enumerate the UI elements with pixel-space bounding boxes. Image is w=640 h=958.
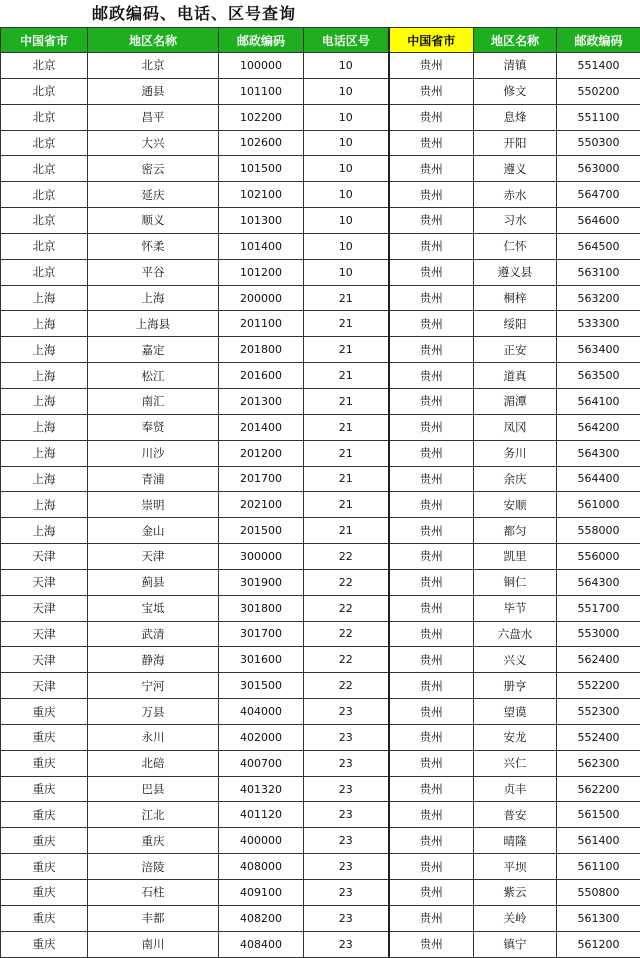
postal-code-cell-2: 552300 — [557, 699, 640, 725]
postal-code-cell: 404000 — [219, 699, 304, 725]
region-cell-2: 道真 — [474, 363, 557, 389]
postal-code-cell: 201100 — [219, 311, 304, 337]
table-row — [1, 724, 640, 750]
region-cell-2: 仁怀 — [474, 233, 557, 259]
table-row — [1, 182, 640, 208]
table-row — [1, 647, 640, 673]
region-cell: 武清 — [88, 621, 219, 647]
postal-code-cell-2: 564400 — [557, 466, 640, 492]
postal-code-cell: 101300 — [219, 208, 304, 234]
area-code-cell: 10 — [304, 233, 389, 259]
postal-code-cell-2: 562200 — [557, 776, 640, 802]
area-code-cell: 10 — [304, 104, 389, 130]
region-cell: 上海 — [88, 285, 219, 311]
table-row — [1, 492, 640, 518]
region-cell: 青浦 — [88, 466, 219, 492]
area-code-cell: 23 — [304, 776, 389, 802]
area-code-cell: 22 — [304, 621, 389, 647]
province-cell: 上海 — [1, 285, 88, 311]
area-code-cell: 23 — [304, 905, 389, 931]
postal-code-cell-2: 563200 — [557, 285, 640, 311]
province-cell-2: 贵州 — [389, 569, 474, 595]
province-cell: 北京 — [1, 156, 88, 182]
postal-code-cell: 101100 — [219, 78, 304, 104]
header-postal-code: 邮政编码 — [219, 28, 304, 53]
postal-code-cell-2: 563100 — [557, 259, 640, 285]
region-cell-2: 六盘水 — [474, 621, 557, 647]
postal-code-cell-2: 553000 — [557, 621, 640, 647]
province-cell-2: 贵州 — [389, 182, 474, 208]
postal-code-cell: 408400 — [219, 931, 304, 957]
province-cell-2: 贵州 — [389, 699, 474, 725]
postal-code-cell-2: 561300 — [557, 905, 640, 931]
province-cell: 北京 — [1, 104, 88, 130]
region-cell: 平谷 — [88, 259, 219, 285]
province-cell-2: 贵州 — [389, 130, 474, 156]
postal-code-cell-2: 533300 — [557, 311, 640, 337]
area-code-cell: 21 — [304, 518, 389, 544]
province-cell: 上海 — [1, 363, 88, 389]
area-code-cell: 22 — [304, 673, 389, 699]
postal-code-cell-2: 550300 — [557, 130, 640, 156]
area-code-cell: 21 — [304, 311, 389, 337]
postal-code-cell: 200000 — [219, 285, 304, 311]
region-cell-2: 清镇 — [474, 53, 557, 79]
province-cell-2: 贵州 — [389, 828, 474, 854]
province-cell-2: 贵州 — [389, 673, 474, 699]
province-cell-2: 贵州 — [389, 440, 474, 466]
province-cell: 天津 — [1, 544, 88, 570]
postal-code-cell-2: 561100 — [557, 854, 640, 880]
province-cell: 重庆 — [1, 724, 88, 750]
area-code-cell: 23 — [304, 750, 389, 776]
postal-code-cell: 201200 — [219, 440, 304, 466]
area-code-cell: 10 — [304, 182, 389, 208]
region-cell-2: 余庆 — [474, 466, 557, 492]
header-region: 地区名称 — [88, 28, 219, 53]
province-cell: 上海 — [1, 337, 88, 363]
province-cell-2: 贵州 — [389, 311, 474, 337]
area-code-cell: 22 — [304, 647, 389, 673]
province-cell-2: 贵州 — [389, 337, 474, 363]
area-code-cell: 10 — [304, 53, 389, 79]
area-code-cell: 21 — [304, 363, 389, 389]
region-cell: 宁河 — [88, 673, 219, 699]
area-code-cell: 21 — [304, 285, 389, 311]
region-cell: 南汇 — [88, 388, 219, 414]
postal-code-cell: 100000 — [219, 53, 304, 79]
region-cell-2: 桐梓 — [474, 285, 557, 311]
postal-code-cell-2: 561000 — [557, 492, 640, 518]
province-cell: 重庆 — [1, 828, 88, 854]
header-area-code: 电话区号 — [304, 28, 389, 53]
province-cell: 天津 — [1, 647, 88, 673]
table-row — [1, 156, 640, 182]
province-cell-2: 贵州 — [389, 53, 474, 79]
province-cell-2: 贵州 — [389, 259, 474, 285]
region-cell: 南川 — [88, 931, 219, 957]
province-cell: 北京 — [1, 130, 88, 156]
region-cell: 上海县 — [88, 311, 219, 337]
region-cell-2: 普安 — [474, 802, 557, 828]
province-cell-2: 贵州 — [389, 388, 474, 414]
area-code-cell: 10 — [304, 156, 389, 182]
postal-code-cell-2: 562400 — [557, 647, 640, 673]
region-cell: 静海 — [88, 647, 219, 673]
region-cell-2: 都匀 — [474, 518, 557, 544]
province-cell-2: 贵州 — [389, 724, 474, 750]
postal-code-cell-2: 552200 — [557, 673, 640, 699]
table-row — [1, 53, 640, 79]
province-cell: 上海 — [1, 440, 88, 466]
table-row — [1, 363, 640, 389]
region-cell: 石柱 — [88, 880, 219, 906]
region-cell-2: 铜仁 — [474, 569, 557, 595]
postal-code-cell: 101400 — [219, 233, 304, 259]
table-row — [1, 466, 640, 492]
region-cell: 北京 — [88, 53, 219, 79]
region-cell: 崇明 — [88, 492, 219, 518]
area-code-cell: 21 — [304, 466, 389, 492]
postal-code-cell: 201500 — [219, 518, 304, 544]
postal-code-cell: 202100 — [219, 492, 304, 518]
postal-code-cell-2: 564600 — [557, 208, 640, 234]
page-title: 邮政编码、电话、区号查询 — [92, 2, 296, 26]
region-cell-2: 凤冈 — [474, 414, 557, 440]
postal-code-cell-2: 564700 — [557, 182, 640, 208]
postal-code-cell: 201700 — [219, 466, 304, 492]
postal-code-cell-2: 564300 — [557, 440, 640, 466]
region-cell: 北碚 — [88, 750, 219, 776]
region-cell-2: 关岭 — [474, 905, 557, 931]
postal-code-cell: 408200 — [219, 905, 304, 931]
region-cell-2: 镇宁 — [474, 931, 557, 957]
region-cell-2: 晴隆 — [474, 828, 557, 854]
province-cell: 北京 — [1, 182, 88, 208]
province-cell: 天津 — [1, 621, 88, 647]
table-row — [1, 802, 640, 828]
province-cell: 北京 — [1, 233, 88, 259]
area-code-cell: 21 — [304, 492, 389, 518]
table-row — [1, 518, 640, 544]
region-cell-2: 绥阳 — [474, 311, 557, 337]
region-cell: 永川 — [88, 724, 219, 750]
table-row — [1, 337, 640, 363]
table-row — [1, 673, 640, 699]
region-cell-2: 修文 — [474, 78, 557, 104]
region-cell: 通县 — [88, 78, 219, 104]
area-code-cell: 10 — [304, 208, 389, 234]
header-region-2: 地区名称 — [474, 28, 557, 53]
province-cell-2: 贵州 — [389, 156, 474, 182]
region-cell-2: 册亨 — [474, 673, 557, 699]
table-row — [1, 259, 640, 285]
region-cell-2: 遵义县 — [474, 259, 557, 285]
postal-code-cell-2: 551400 — [557, 53, 640, 79]
table-row — [1, 130, 640, 156]
table-row — [1, 78, 640, 104]
postal-code-cell: 201600 — [219, 363, 304, 389]
area-code-cell: 22 — [304, 569, 389, 595]
postal-code-table — [0, 27, 640, 958]
region-cell-2: 开阳 — [474, 130, 557, 156]
province-cell-2: 贵州 — [389, 492, 474, 518]
area-code-cell: 10 — [304, 259, 389, 285]
table-body — [1, 53, 640, 958]
area-code-cell: 10 — [304, 130, 389, 156]
area-code-cell: 21 — [304, 388, 389, 414]
region-cell-2: 赤水 — [474, 182, 557, 208]
postal-code-cell-2: 564300 — [557, 569, 640, 595]
province-cell: 上海 — [1, 466, 88, 492]
postal-code-cell-2: 561200 — [557, 931, 640, 957]
province-cell-2: 贵州 — [389, 285, 474, 311]
province-cell-2: 贵州 — [389, 880, 474, 906]
postal-code-cell-2: 550800 — [557, 880, 640, 906]
region-cell: 宝坻 — [88, 595, 219, 621]
table-row — [1, 544, 640, 570]
province-cell-2: 贵州 — [389, 750, 474, 776]
postal-code-cell: 102200 — [219, 104, 304, 130]
province-cell-2: 贵州 — [389, 466, 474, 492]
province-cell: 重庆 — [1, 750, 88, 776]
region-cell: 奉贤 — [88, 414, 219, 440]
province-cell: 上海 — [1, 388, 88, 414]
region-cell-2: 兴仁 — [474, 750, 557, 776]
region-cell-2: 正安 — [474, 337, 557, 363]
region-cell-2: 凯里 — [474, 544, 557, 570]
header-province-2: 中国省市 — [389, 28, 474, 53]
province-cell: 上海 — [1, 492, 88, 518]
area-code-cell: 10 — [304, 78, 389, 104]
province-cell: 北京 — [1, 53, 88, 79]
province-cell: 北京 — [1, 259, 88, 285]
region-cell-2: 平坝 — [474, 854, 557, 880]
postal-code-cell: 402000 — [219, 724, 304, 750]
region-cell-2: 贞丰 — [474, 776, 557, 802]
table-row — [1, 776, 640, 802]
province-cell: 上海 — [1, 311, 88, 337]
province-cell-2: 贵州 — [389, 363, 474, 389]
region-cell: 丰都 — [88, 905, 219, 931]
region-cell: 川沙 — [88, 440, 219, 466]
province-cell-2: 贵州 — [389, 931, 474, 957]
postal-code-cell: 101500 — [219, 156, 304, 182]
postal-code-cell-2: 564100 — [557, 388, 640, 414]
province-cell-2: 贵州 — [389, 595, 474, 621]
region-cell-2: 毕节 — [474, 595, 557, 621]
postal-code-cell-2: 563400 — [557, 337, 640, 363]
table-row — [1, 595, 640, 621]
province-cell: 天津 — [1, 595, 88, 621]
region-cell: 蓟县 — [88, 569, 219, 595]
table-row — [1, 828, 640, 854]
table-row — [1, 931, 640, 957]
region-cell-2: 望谟 — [474, 699, 557, 725]
table-row — [1, 750, 640, 776]
province-cell-2: 贵州 — [389, 78, 474, 104]
area-code-cell: 22 — [304, 595, 389, 621]
area-code-cell: 21 — [304, 440, 389, 466]
table-row — [1, 285, 640, 311]
postal-code-cell-2: 552400 — [557, 724, 640, 750]
province-cell: 重庆 — [1, 905, 88, 931]
postal-code-cell: 201300 — [219, 388, 304, 414]
province-cell-2: 贵州 — [389, 776, 474, 802]
region-cell: 金山 — [88, 518, 219, 544]
area-code-cell: 23 — [304, 880, 389, 906]
postal-code-cell-2: 563500 — [557, 363, 640, 389]
province-cell-2: 贵州 — [389, 802, 474, 828]
province-cell-2: 贵州 — [389, 647, 474, 673]
postal-code-cell: 301800 — [219, 595, 304, 621]
table-row — [1, 569, 640, 595]
region-cell: 延庆 — [88, 182, 219, 208]
province-cell-2: 贵州 — [389, 905, 474, 931]
province-cell: 重庆 — [1, 699, 88, 725]
header-province: 中国省市 — [1, 28, 88, 53]
region-cell: 昌平 — [88, 104, 219, 130]
region-cell: 天津 — [88, 544, 219, 570]
province-cell: 天津 — [1, 673, 88, 699]
province-cell: 天津 — [1, 569, 88, 595]
postal-code-cell: 101200 — [219, 259, 304, 285]
postal-code-cell: 102100 — [219, 182, 304, 208]
area-code-cell: 21 — [304, 414, 389, 440]
area-code-cell: 23 — [304, 699, 389, 725]
table-row — [1, 880, 640, 906]
table-row — [1, 311, 640, 337]
area-code-cell: 22 — [304, 544, 389, 570]
postal-code-cell-2: 556000 — [557, 544, 640, 570]
postal-code-cell-2: 564200 — [557, 414, 640, 440]
postal-code-cell: 300000 — [219, 544, 304, 570]
region-cell-2: 务川 — [474, 440, 557, 466]
table-header-row — [1, 28, 640, 53]
region-cell: 万县 — [88, 699, 219, 725]
table-row — [1, 208, 640, 234]
postal-code-cell-2: 558000 — [557, 518, 640, 544]
province-cell-2: 贵州 — [389, 621, 474, 647]
area-code-cell: 23 — [304, 802, 389, 828]
table-row — [1, 905, 640, 931]
postal-code-cell: 301500 — [219, 673, 304, 699]
region-cell: 松江 — [88, 363, 219, 389]
postal-code-cell-2: 562300 — [557, 750, 640, 776]
region-cell: 重庆 — [88, 828, 219, 854]
region-cell-2: 息烽 — [474, 104, 557, 130]
region-cell: 大兴 — [88, 130, 219, 156]
area-code-cell: 23 — [304, 724, 389, 750]
table-row — [1, 699, 640, 725]
province-cell-2: 贵州 — [389, 208, 474, 234]
postal-code-cell: 400700 — [219, 750, 304, 776]
province-cell: 北京 — [1, 208, 88, 234]
region-cell: 密云 — [88, 156, 219, 182]
province-cell: 重庆 — [1, 854, 88, 880]
region-cell-2: 紫云 — [474, 880, 557, 906]
postal-code-cell-2: 551100 — [557, 104, 640, 130]
province-cell: 重庆 — [1, 880, 88, 906]
province-cell: 上海 — [1, 518, 88, 544]
area-code-cell: 21 — [304, 337, 389, 363]
postal-code-cell-2: 550200 — [557, 78, 640, 104]
header-postal-code-2: 邮政编码 — [557, 28, 640, 53]
region-cell: 涪陵 — [88, 854, 219, 880]
region-cell: 顺义 — [88, 208, 219, 234]
postal-code-cell-2: 563000 — [557, 156, 640, 182]
province-cell: 重庆 — [1, 931, 88, 957]
postal-code-cell: 409100 — [219, 880, 304, 906]
table-row — [1, 854, 640, 880]
province-cell-2: 贵州 — [389, 104, 474, 130]
region-cell: 江北 — [88, 802, 219, 828]
region-cell-2: 湄潭 — [474, 388, 557, 414]
region-cell: 巴县 — [88, 776, 219, 802]
table-row — [1, 233, 640, 259]
region-cell-2: 兴义 — [474, 647, 557, 673]
region-cell-2: 习水 — [474, 208, 557, 234]
province-cell: 上海 — [1, 414, 88, 440]
province-cell-2: 贵州 — [389, 854, 474, 880]
province-cell: 北京 — [1, 78, 88, 104]
table-row — [1, 440, 640, 466]
province-cell-2: 贵州 — [389, 233, 474, 259]
postal-code-cell-2: 564500 — [557, 233, 640, 259]
region-cell-2: 遵义 — [474, 156, 557, 182]
province-cell-2: 贵州 — [389, 518, 474, 544]
table-row — [1, 104, 640, 130]
postal-code-cell: 301600 — [219, 647, 304, 673]
postal-code-cell: 102600 — [219, 130, 304, 156]
area-code-cell: 23 — [304, 931, 389, 957]
postal-code-cell: 400000 — [219, 828, 304, 854]
postal-code-cell: 301700 — [219, 621, 304, 647]
postal-code-cell: 201800 — [219, 337, 304, 363]
region-cell: 怀柔 — [88, 233, 219, 259]
region-cell-2: 安龙 — [474, 724, 557, 750]
table-row — [1, 388, 640, 414]
postal-code-cell: 401320 — [219, 776, 304, 802]
postal-code-cell-2: 561400 — [557, 828, 640, 854]
province-cell-2: 贵州 — [389, 414, 474, 440]
area-code-cell: 23 — [304, 828, 389, 854]
postal-code-cell: 301900 — [219, 569, 304, 595]
province-cell: 重庆 — [1, 776, 88, 802]
postal-code-cell: 401120 — [219, 802, 304, 828]
postal-code-cell-2: 551700 — [557, 595, 640, 621]
region-cell-2: 安顺 — [474, 492, 557, 518]
postal-code-cell: 201400 — [219, 414, 304, 440]
table-row — [1, 621, 640, 647]
region-cell: 嘉定 — [88, 337, 219, 363]
postal-code-cell: 408000 — [219, 854, 304, 880]
province-cell-2: 贵州 — [389, 544, 474, 570]
table-row — [1, 414, 640, 440]
postal-code-cell-2: 561500 — [557, 802, 640, 828]
province-cell: 重庆 — [1, 802, 88, 828]
area-code-cell: 23 — [304, 854, 389, 880]
